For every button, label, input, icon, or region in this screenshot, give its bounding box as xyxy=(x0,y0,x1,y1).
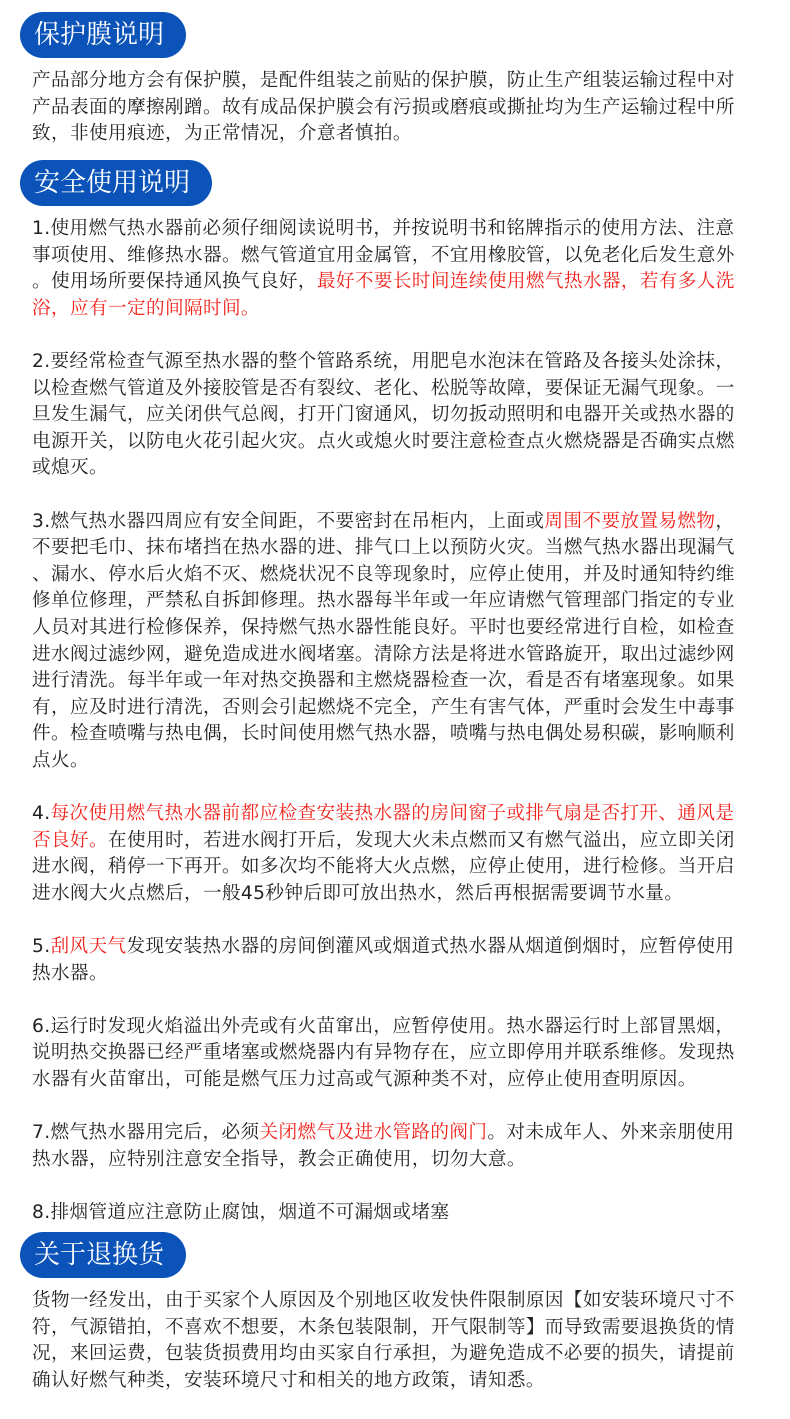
text-line xyxy=(32,1368,772,1395)
text-segment: 、漏水、停水后火焰不灭、燃烧状况不良等现象时，应停止使用，并及时通知特约维 xyxy=(32,563,735,585)
highlighted-text: 最好不要长时间连续使用燃气热水器，若有多人洗 xyxy=(316,271,735,293)
highlighted-text: 浴，应有一定的间隔时间。 xyxy=(32,297,260,319)
text-segment: 热水器。 xyxy=(32,962,108,984)
text-line xyxy=(32,1040,772,1067)
text-line xyxy=(32,934,772,961)
text-segment: 4. xyxy=(32,803,51,825)
text-line xyxy=(32,243,772,270)
text-line xyxy=(32,95,772,122)
text-line xyxy=(32,349,772,376)
text-line xyxy=(32,588,772,615)
text-segment: 7.燃气热水器用完后，必须 xyxy=(32,1122,260,1144)
text-segment: 1.使用燃气热水器前必须仔细阅读说明书，并按说明书和铭牌指示的使用方法、注意 xyxy=(32,218,735,239)
text-segment: 2.要经常检查气源至热水器的整个管路系统，用肥皂水泡沫在管路及各接头处涂抹， xyxy=(32,350,735,372)
text-segment: 人员对其进行检修保养，保持燃气热水器性能良好。平时也要经常进行自检，如检查 xyxy=(32,616,735,638)
paragraph xyxy=(32,68,772,148)
text-line xyxy=(32,455,772,482)
text-segment: 货物一经发出，由于买家个人原因及个别地区收发快件限制原因【如安装环境尺寸不 xyxy=(32,1290,735,1311)
text-segment: 。使用场所要保持通风换气良好， xyxy=(32,271,317,293)
text-line xyxy=(32,429,772,456)
text-segment: 进行清洗。每半年或一年对热交换器和主燃烧器检查一次，看是否有堵塞现象。如果 xyxy=(32,670,735,692)
text-segment: 热水器，应特别注意安全指导，教会正确使用，切勿大意。 xyxy=(32,1148,526,1170)
section-body xyxy=(32,216,772,1253)
section-title: 保护膜说明 xyxy=(20,12,186,58)
text-line xyxy=(32,1067,772,1094)
paragraph xyxy=(32,216,772,322)
text-segment: 在使用时，若进水阀打开后，发现大火未点燃而又有燃气溢出，应立即关闭 xyxy=(107,829,735,851)
text-segment: 件。检查喷嘴与热电偶，长时间使用燃气热水器，喷嘴与热电偶处易积碳，影响顺利 xyxy=(32,723,735,745)
text-line xyxy=(32,402,772,429)
text-line xyxy=(32,1315,772,1342)
text-line xyxy=(32,1288,772,1315)
text-segment: 点火。 xyxy=(32,749,89,771)
text-line xyxy=(32,509,772,536)
text-segment: 致，非使用痕迹，为正常情况，介意者慎拍。 xyxy=(32,123,412,145)
section-body xyxy=(32,68,772,174)
text-line xyxy=(32,269,772,296)
text-segment: 3.燃气热水器四周应有安全间距，不要密封在吊柜内，上面或 xyxy=(32,510,545,532)
text-line xyxy=(32,376,772,403)
text-line xyxy=(32,748,772,775)
text-line xyxy=(32,296,772,323)
text-segment: 说明热交换器已经严重堵塞或燃烧器内有异物存在，应立即停用并联系维修。发现热 xyxy=(32,1042,735,1064)
text-segment: 修单位修理，严禁私自拆卸修理。热水器每半年或一年应请燃气管理部门指定的专业 xyxy=(32,590,735,612)
highlighted-text: 每次使用燃气热水器前都应检查安装热水器的房间窗子或排气扇是否打开、通风是 xyxy=(50,803,735,825)
text-line xyxy=(32,801,772,828)
text-segment: 有，应及时进行清洗，否则会引起燃烧不完全，产生有害气体，严重时会发生中毒事 xyxy=(32,696,735,718)
paragraph xyxy=(32,1120,772,1173)
text-line xyxy=(32,854,772,881)
section-title: 关于退换货 xyxy=(20,1232,186,1278)
text-line xyxy=(32,68,772,95)
text-segment: 事项使用、维修热水器。燃气管道宜用金属管，不宜用橡胶管，以免老化后发生意外 xyxy=(32,244,735,266)
text-segment: 6.运行时发现火焰溢出外壳或有火苗窜出，应暂停使用。热水器运行时上部冒黑烟， xyxy=(32,1015,735,1037)
text-segment: 旦发生漏气，应关闭供气总阀，打开门窗通风，切勿扳动照明和电器开关或热水器的 xyxy=(32,404,735,426)
text-line xyxy=(32,695,772,722)
text-segment: 电源开关，以防电火花引起火灾。点火或熄火时要注意检查点火燃烧器是否确实点燃 xyxy=(32,430,735,452)
text-segment: 符，气源错拍，不喜欢不想要，木条包装限制，开气限制等】而导致需要退换货的情 xyxy=(32,1316,735,1338)
text-line xyxy=(32,1200,772,1227)
text-segment: 产品表面的摩擦剐蹭。故有成品保护膜会有污损或磨痕或撕扯均为生产运输过程中所 xyxy=(32,96,735,118)
text-line xyxy=(32,1147,772,1174)
text-line xyxy=(32,828,772,855)
highlighted-text: 关闭燃气及进水管路的阀门 xyxy=(259,1122,488,1144)
text-line xyxy=(32,535,772,562)
text-line xyxy=(32,721,772,748)
text-segment: 。对未成年人、外来亲朋使用 xyxy=(487,1122,735,1144)
text-segment: ， xyxy=(715,510,735,532)
text-line xyxy=(32,668,772,695)
text-segment: 进水阀大火点燃后，一般45秒钟后即可放出热水，然后再根据需要调节水量。 xyxy=(32,882,684,904)
paragraph xyxy=(32,801,772,907)
text-segment: 以检查燃气管道及外接胶管是否有裂纹、老化、松脱等故障，要保证无漏气现象。一 xyxy=(32,377,735,399)
text-segment: 进水阀过滤纱网，避免造成进水阀堵塞。清除方法是将进水管路旋开，取出过滤纱网 xyxy=(32,643,735,665)
text-line xyxy=(32,1120,772,1147)
text-line xyxy=(32,961,772,988)
highlighted-text: 周围不要放置易燃物 xyxy=(544,510,716,532)
text-line xyxy=(32,642,772,669)
paragraph xyxy=(32,1288,772,1394)
text-segment: 确认好燃气种类，安装环境尺寸和相关的地方政策，请知悉。 xyxy=(32,1369,545,1391)
text-segment: 8.排烟管道应注意防止腐蚀，烟道不可漏烟或堵塞 xyxy=(32,1201,450,1223)
text-line xyxy=(32,1014,772,1041)
text-line xyxy=(32,1341,772,1368)
text-segment: 不要把毛巾、抹布堵挡在热水器的进、排气口上以预防火灾。当燃气热水器出现漏气 xyxy=(32,537,735,559)
highlighted-text: 否良好。 xyxy=(32,829,108,851)
text-segment: 或熄灭。 xyxy=(32,457,108,479)
text-line xyxy=(32,881,772,908)
text-line xyxy=(32,121,772,148)
section-body xyxy=(32,1288,772,1419)
paragraph xyxy=(32,1014,772,1094)
text-segment: 况，来回运费，包装货损费用均由买家自行承担，为避免造成不必要的损失，请提前 xyxy=(32,1343,735,1365)
paragraph xyxy=(32,509,772,775)
text-segment: 水器有火苗窜出，可能是燃气压力过高或气源种类不对，应停止使用查明原因。 xyxy=(32,1069,697,1090)
highlighted-text: 刮风天气 xyxy=(50,936,127,958)
paragraph xyxy=(32,934,772,987)
section-title: 安全使用说明 xyxy=(20,160,212,206)
text-segment: 5. xyxy=(32,936,51,958)
text-segment: 进水阀，稍停一下再开。如多次均不能将大火点燃，应停止使用，进行检修。当开启 xyxy=(32,856,735,878)
text-segment: 发现安装热水器的房间倒灌风或烟道式热水器从烟道倒烟时，应暂停使用 xyxy=(126,936,735,958)
paragraph xyxy=(32,349,772,482)
text-segment: 产品部分地方会有保护膜，是配件组装之前贴的保护膜，防止生产组装运输过程中对 xyxy=(32,70,735,91)
text-line xyxy=(32,216,772,243)
paragraph xyxy=(32,1200,772,1227)
text-line xyxy=(32,615,772,642)
text-line xyxy=(32,562,772,589)
